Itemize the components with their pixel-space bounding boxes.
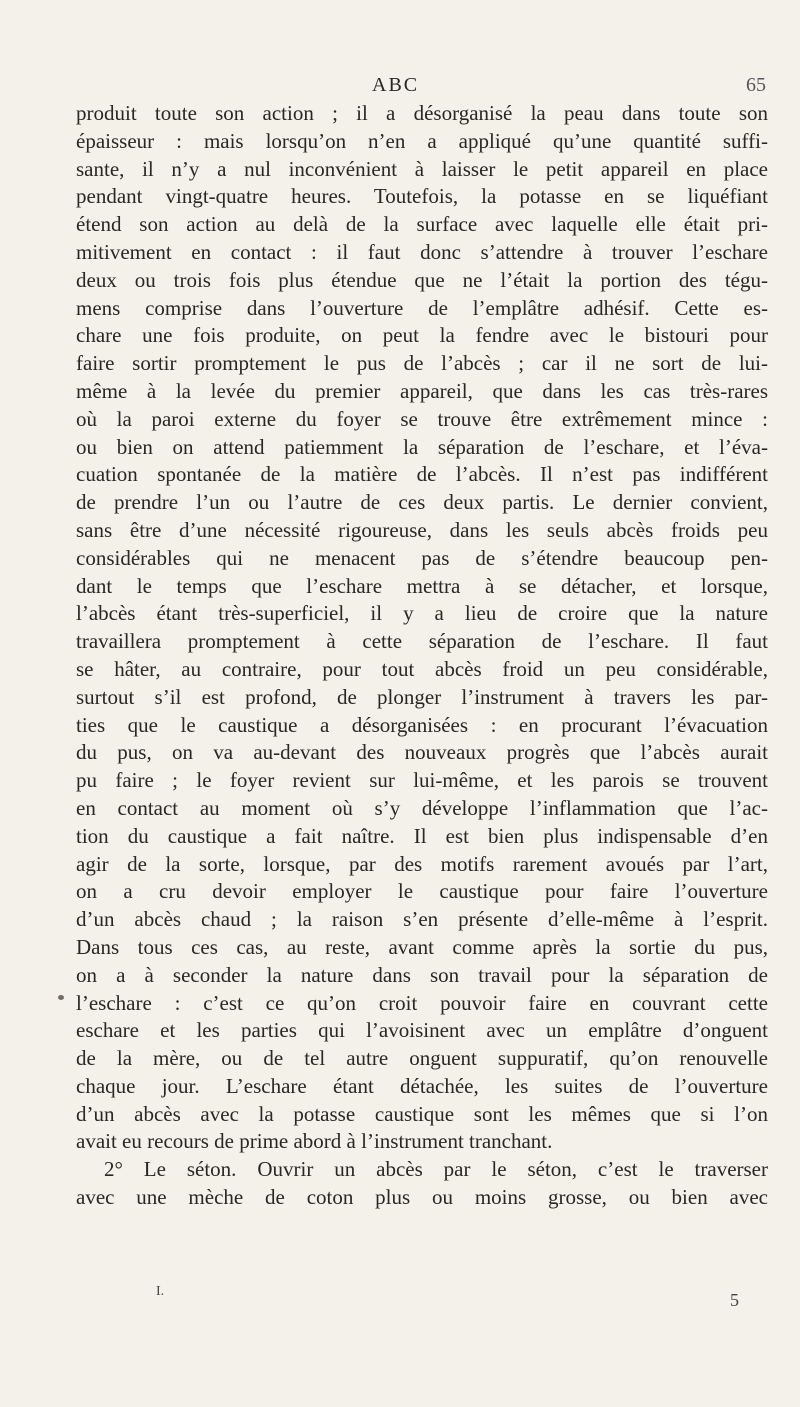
text-line: tion du caustique a fait naître. Il est bien plus indispensable d’en xyxy=(76,823,768,848)
text-line: l’eschare : c’est ce qu’on croit pouvoir faire en couvrant cette xyxy=(76,990,768,1015)
text-line: l’abcès étant très-superficiel, il y a lieu de croire que la nature xyxy=(76,601,768,626)
text-line: du pus, on va au-devant des nouveaux progrès que l’abcès aurait xyxy=(76,740,768,765)
text-line: considérables qui ne menacent pas de s’étendre beaucoup pen- xyxy=(76,545,768,570)
text-line: agir de la sorte, lorsque, par des motifs rarement avoués par l’art, xyxy=(76,851,768,876)
text-line: faire sortir promptement le pus de l’abcès ; car il ne sort de lui- xyxy=(76,351,768,376)
text-line: sans être d’une nécessité rigoureuse, dans les seuls abcès froids peu xyxy=(76,517,768,542)
text-line: se hâter, au contraire, pour tout abcès froid un peu considérable, xyxy=(76,656,768,681)
text-line: sante, il n’y a nul inconvénient à laisser le petit appareil en place xyxy=(76,156,768,181)
text-line: d’un abcès avec la potasse caustique sont les mêmes que si l’on xyxy=(76,1101,768,1126)
running-head: ABC xyxy=(372,74,420,96)
text-line: produit toute son action ; il a désorganisé la peau dans toute son xyxy=(76,101,768,125)
page-footer xyxy=(0,1284,800,1314)
text-line: 2° Le séton. Ouvrir un abcès par le séton, c’est le traverser xyxy=(104,1157,768,1182)
ink-spot xyxy=(58,995,64,1000)
page-number: 65 xyxy=(746,74,766,96)
text-line: on a cru devoir employer le caustique pour faire l’ouverture xyxy=(76,879,768,904)
text-line: mitivement en contact : il faut donc s’attendre à trouver l’eschare xyxy=(76,239,768,264)
text-line: d’un abcès chaud ; la raison s’en présente d’elle-même à l’esprit. xyxy=(76,907,768,932)
text-line: deux ou trois fois plus étendue que ne l’était la portion des tégu- xyxy=(76,267,768,292)
text-line: mens comprise dans l’ouverture de l’emplâtre adhésif. Cette es- xyxy=(76,295,768,320)
text-line: avec une mèche de coton plus ou moins grosse, ou bien avec xyxy=(76,1185,768,1210)
text-line: pendant vingt-quatre heures. Toutefois, la potasse en se liquéfiant xyxy=(76,184,768,209)
text-line: où la paroi externe du foyer se trouve être extrêmement mince : xyxy=(76,406,768,431)
text-line: travaillera promptement à cette séparation de l’eschare. Il faut xyxy=(76,629,768,654)
text-line: étend son action au delà de la surface avec laquelle elle était pri- xyxy=(76,212,768,237)
text-line: de prendre l’un ou l’autre de ces deux partis. Le dernier convient, xyxy=(76,490,768,515)
text-line: ties que le caustique a désorganisées : en procurant l’évacuation xyxy=(76,712,768,737)
text-line: eschare et les parties qui l’avoisinent avec un emplâtre d’onguent xyxy=(76,1018,768,1043)
text-line: de la mère, ou de tel autre onguent suppuratif, qu’on renouvelle xyxy=(76,1046,768,1071)
body-text xyxy=(76,100,768,1212)
text-line: chaque jour. L’eschare étant détachée, les suites de l’ouverture xyxy=(76,1073,768,1098)
text-line: en contact au moment où s’y développe l’inflammation que l’ac- xyxy=(76,795,768,820)
text-line: pu faire ; le foyer revient sur lui-même, et les parois se trouvent xyxy=(76,768,768,793)
text-line: cuation spontanée de la matière de l’abcès. Il n’est pas indifférent xyxy=(76,462,768,487)
signature-mark-right: 5 xyxy=(730,1290,739,1310)
text-line: même à la levée du premier appareil, que dans les cas très-rares xyxy=(76,378,768,403)
text-line: ou bien on attend patiemment la séparation de l’eschare, et l’éva- xyxy=(76,434,768,459)
text-line: avait eu recours de prime abord à l’instrument tranchant. xyxy=(76,1129,553,1154)
text-line: Dans tous ces cas, au reste, avant comme après la sortie du pus, xyxy=(76,934,768,959)
text-line: dant le temps que l’eschare mettra à se détacher, et lorsque, xyxy=(76,573,768,598)
text-line: épaisseur : mais lorsqu’on n’en a appliqué qu’une quantité suffi- xyxy=(76,128,768,153)
text-line: surtout s’il est profond, de plonger l’instrument à travers les par- xyxy=(76,684,768,709)
text-line: chare une fois produite, on peut la fendre avec le bistouri pour xyxy=(76,323,768,348)
signature-mark-left: I. xyxy=(156,1284,165,1299)
text-line: on a à seconder la nature dans son travail pour la séparation de xyxy=(76,962,768,987)
